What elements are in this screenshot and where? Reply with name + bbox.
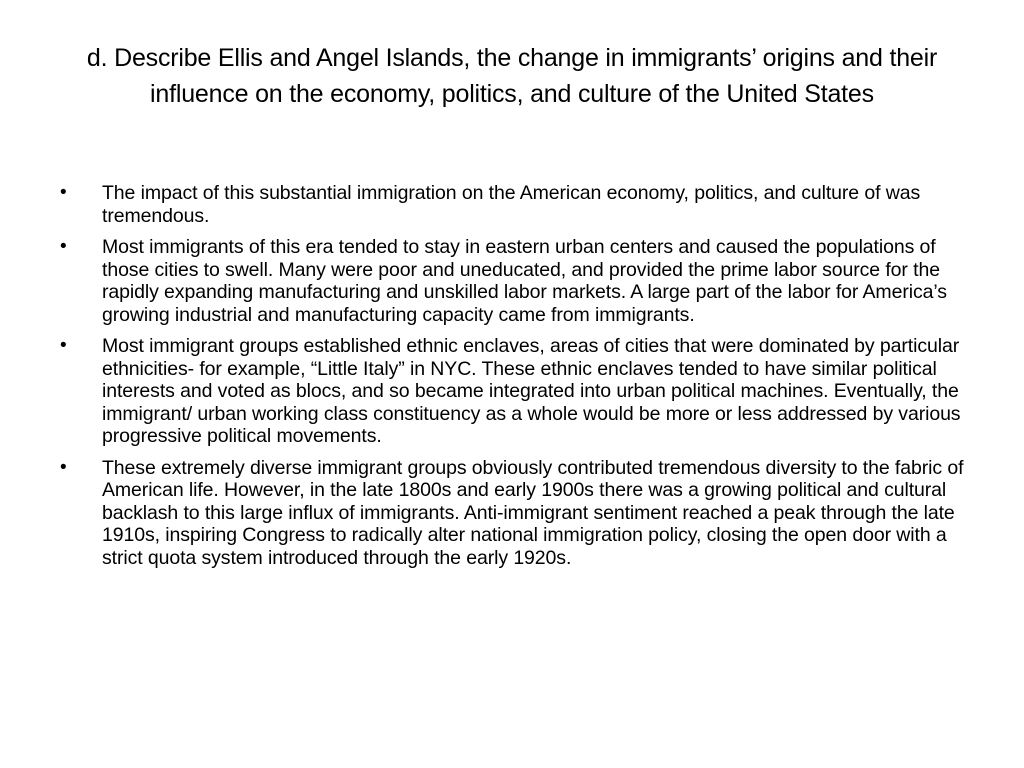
bullet-list [60, 182, 980, 578]
bullet-text: The impact of this substantial immigration on the American economy, politics, and culture of was tremendous. [102, 182, 921, 227]
bullet-item [60, 182, 980, 227]
bullet-text: These extremely diverse immigrant groups obviously contributed tremendous diversity to the fabric of American life. However, in the late 1800s and early 1900s there was a growing political and cultural backlash to this large influx of immigrants. Anti-immigrant sentiment reached a peak through the late 1910s, inspiring Congress to radically alter national immigration policy, closing the open door with a strict quota system introduced through the early 1920s. [102, 456, 964, 569]
bullet-icon: • [60, 236, 67, 257]
bullet-item [60, 236, 980, 326]
bullet-icon: • [60, 335, 67, 356]
bullet-icon: • [60, 182, 67, 203]
bullet-text: Most immigrants of this era tended to stay in eastern urban centers and caused the populations of those cities to swell. Many were poor and uneducated, and provided the prime labor source for the rapidly expanding manufacturing and unskilled labor markets. A large part of the labor for America’s growing industrial and manufacturing capacity came from immigrants. [102, 236, 947, 326]
bullet-item [60, 457, 980, 570]
bullet-item [60, 335, 980, 448]
bullet-icon: • [60, 456, 67, 478]
slide-title: d. Describe Ellis and Angel Islands, the change in immigrants’ origins and their influence on the economy, politics, and culture of the United States [86, 44, 938, 108]
bullet-text: Most immigrant groups established ethnic enclaves, areas of cities that were dominated by particular ethnicities- for example, “Little Italy” in NYC. These ethnic enclaves tended to have similar political interests and voted as blocs, and so became integrated into urban political machines. Eventually, the immigrant/ urban working class constituency as a whole would be more or less addressed by various progressive political movements. [102, 335, 961, 447]
